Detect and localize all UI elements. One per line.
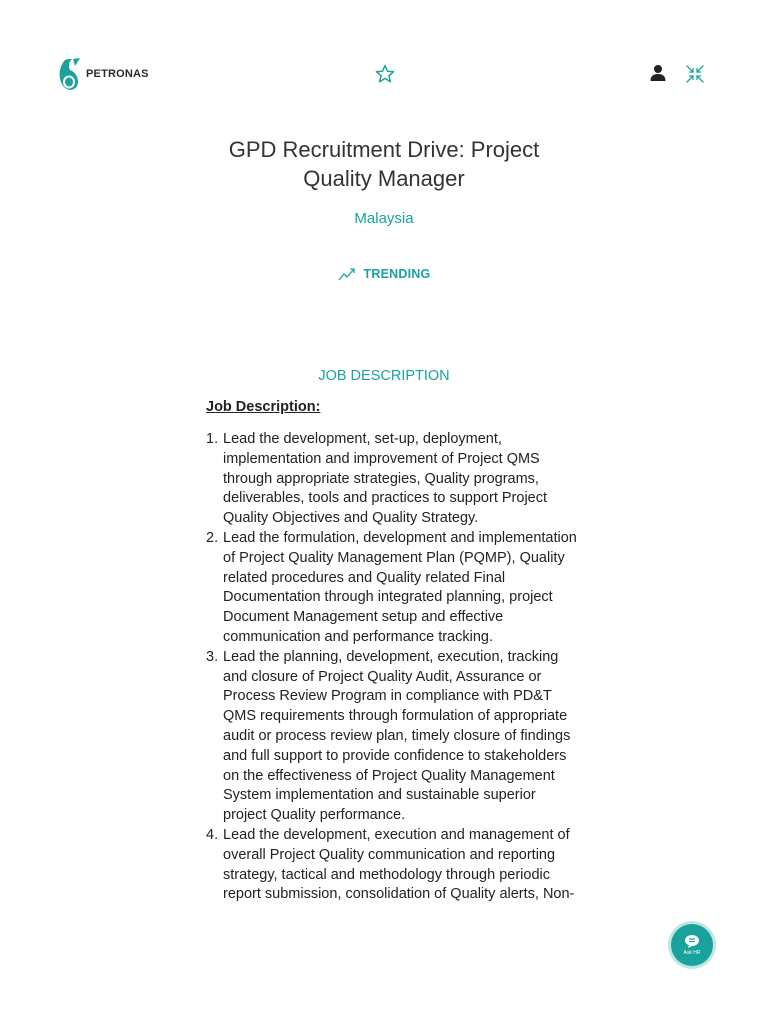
collapse-arrows-icon	[685, 64, 705, 84]
list-item	[206, 648, 583, 826]
star-icon	[374, 63, 396, 85]
petronas-logo[interactable]	[56, 56, 149, 92]
list-item-text: Lead the development, set-up, deployment, implementation and improvement of Project QMS through appropriate strategies, Quality programs, deliverables, tools and practices to support Project Quality Objectives and Quality Strategy.	[223, 431, 548, 527]
list-item-number: 3.	[206, 648, 219, 665]
chat-bubble-icon	[684, 934, 700, 949]
job-location[interactable]: Malaysia	[354, 210, 414, 227]
list-item	[206, 826, 583, 905]
trending-badge	[284, 267, 484, 281]
job-title-line1: GPD Recruitment Drive: Project	[228, 137, 540, 162]
description-subheading: Job Description:	[206, 399, 321, 415]
list-item-number: 1.	[206, 431, 219, 447]
ask-hr-label: Ask HR	[683, 950, 701, 956]
job-title-line2: Quality Manager	[303, 166, 465, 191]
section-heading: JOB DESCRIPTION	[318, 368, 450, 384]
trending-label: TRENDING	[363, 267, 431, 281]
favorite-star-button[interactable]	[374, 63, 396, 85]
list-item-text: Lead the planning, development, execution, tracking and closure of Project Quality Audit, Assurance or Process Review Program in compliance with PD&T QMS requirements through formulation of appropriate audit or process review plan, timely closure of findings and full support to provide confidence to stakeholders on the effectiveness of Project Quality Management System implementation and sustainable superior project Quality performance.	[223, 648, 571, 824]
close-button[interactable]	[685, 64, 705, 84]
user-profile-button[interactable]	[650, 64, 666, 82]
list-item-number: 2.	[206, 529, 219, 546]
description-list	[206, 430, 583, 905]
ask-hr-chat-button[interactable]	[671, 924, 713, 966]
list-item-text: Lead the development, execution and management of overall Project Quality communication and reporting strategy, tactical and methodology through periodic report submission, consolidation of Quality alerts, Non-	[223, 826, 575, 903]
list-item-text: Lead the formulation, development and implementation of Project Quality Management Plan (PQMP), Quality related procedures and Quality related Final Documentation through integrated planning, project Document Management setup and effective communication and performance tracking.	[223, 529, 577, 645]
list-item	[206, 529, 583, 648]
petronas-logo-icon	[56, 56, 82, 92]
logo-wordmark: PETRONAS	[86, 68, 149, 80]
job-title	[184, 135, 584, 193]
list-item-number: 4.	[206, 826, 219, 843]
list-item	[206, 430, 583, 529]
trending-up-icon	[338, 267, 356, 281]
user-icon	[650, 64, 666, 82]
